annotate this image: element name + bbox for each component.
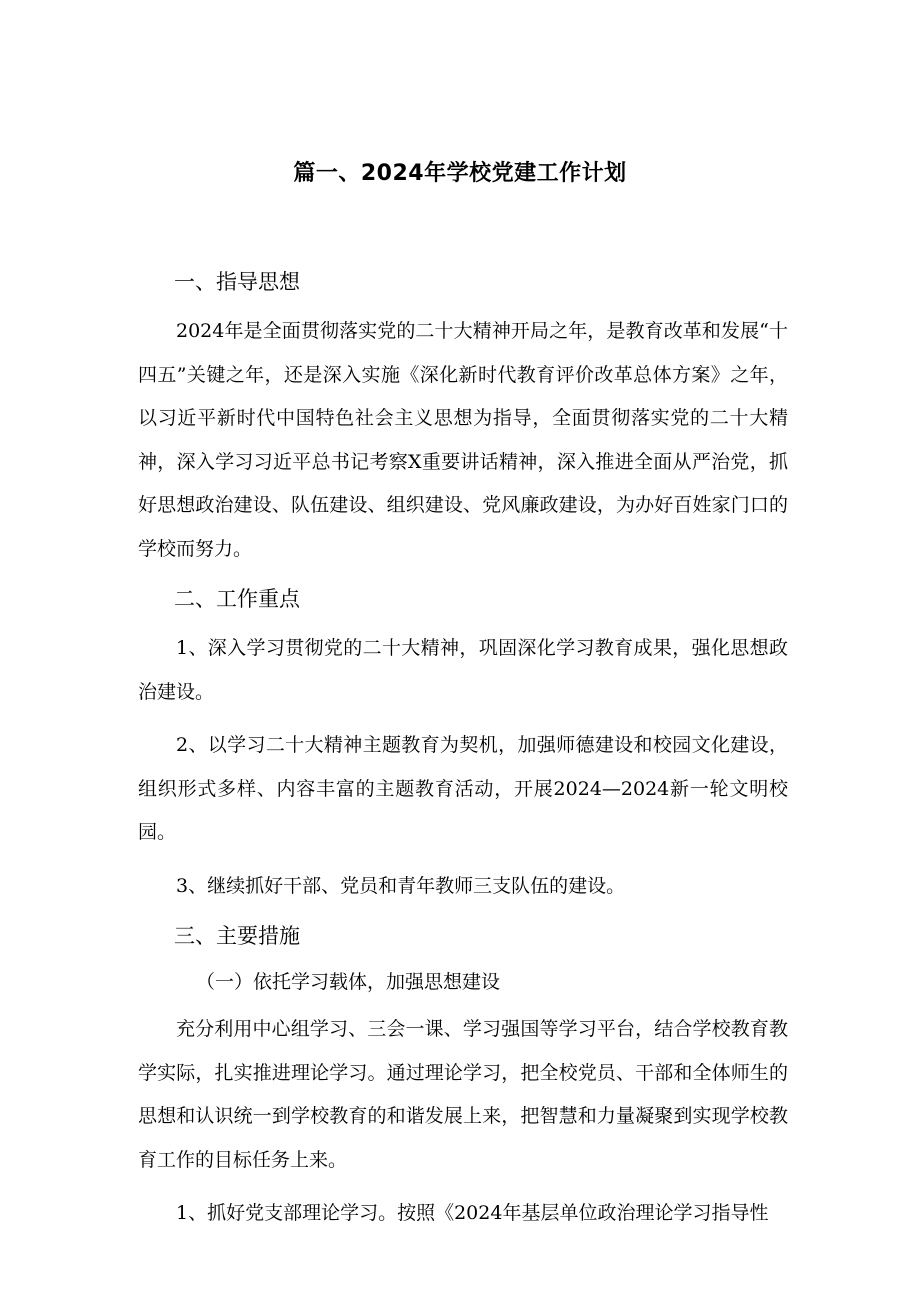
section-heading-work-focus: 二、工作重点 [174,587,300,611]
document-body [138,264,788,1246]
document-title: 篇一、2024年学校党建工作计划 [293,161,627,186]
section-heading-guiding-ideology: 一、指导思想 [174,270,300,294]
paragraph-measures-2: 1、抓好党支部理论学习。按照《2024年基层单位政治理论学习指导性 [176,1202,769,1224]
subheading-learning-carrier: （一）依托学习载体，加强思想建设 [196,971,501,993]
section-heading-main-measures: 三、主要措施 [174,924,300,948]
paragraph-guiding-ideology: 2024年是全面贯彻落实党的二十大精神开局之年，是教育改革和发展“十四五”关键之年，还是深入实施《深化新时代教育评价改革总体方案》之年，以习近平新时代中国特色社会主义思想为指导，全面贯彻落实党的二十大精神，深入学习习近平总书记考察X重要讲话精神，深入推进全面从严治党，抓好思想政治建设、队伍建设、组织建设、党风廉政建设，为办好百姓家门口的学校而努力。 [138,320,788,560]
paragraph-focus-2: 2、以学习二十大精神主题教育为契机，加强师德建设和校园文化建设，组织形式多样、内容丰富的主题教育活动，开展2024—2024新一轮文明校园。 [138,734,788,843]
paragraph-focus-1: 1、深入学习贯彻党的二十大精神，巩固深化学习教育成果，强化思想政治建设。 [138,637,788,703]
paragraph-measures-1: 充分利用中心组学习、三会一课、学习强国等学习平台，结合学校教育教学实际，扎实推进理论学习。通过理论学习，把全校党员、干部和全体师生的思想和认识统一到学校教育的和谐发展上来，把智慧和力量凝聚到实现学校教育工作的目标任务上来。 [138,1018,788,1171]
paragraph-focus-3: 3、继续抓好干部、党员和青年教师三支队伍的建设。 [176,874,626,897]
